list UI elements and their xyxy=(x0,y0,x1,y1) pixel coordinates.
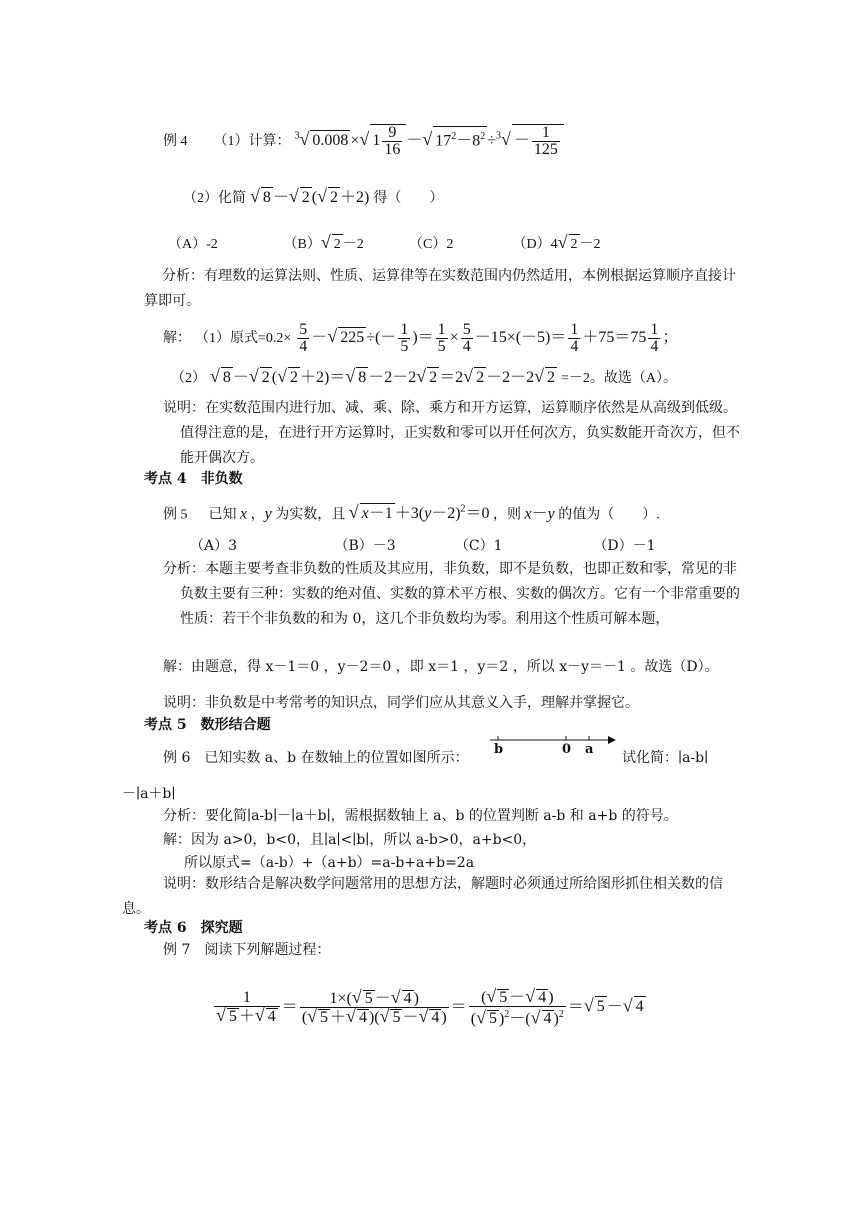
ex4-part1 xyxy=(163,124,564,158)
ex5-solution: 解：由题意，得 x－1＝0 ，y－2＝0 ，即 x＝1 ，y＝2 ，所以 x－y＝－1 。故选（D）。 xyxy=(163,659,719,675)
ex6-question-line2: －∣a＋b∣ xyxy=(122,786,176,802)
ex6-question-after: 试化简：∣a-b∣ xyxy=(622,750,709,766)
ex4-label: 例 4 xyxy=(163,134,188,150)
topic5-heading: 考点 5 数形结合题 xyxy=(144,717,271,733)
ex4-solution-part1-expression: $\frac{5}{4}$ －√ 225 ÷(－ $\frac{1}{5}$ )＝ $\frac{1}{5}$ × $\frac{5}{4}$ －15×(－5)＝ $\frac{1}{4}$ ＋75＝75 $\frac{1}{4}$ ； xyxy=(299,321,679,355)
ex4-solution-label: 解： xyxy=(163,331,191,347)
ex5-note: 说明：非负数是中考常考的知识点，同学们应从其意义入手，理解并掌握它。 xyxy=(163,695,639,711)
topic4-heading: 考点 4 非负数 xyxy=(144,471,243,487)
ex6-analysis: 分析：要化简∣a-b∣－∣a＋b∣，需根据数轴上 a、b 的位置判断 a-b 和 a+b 的符号。 xyxy=(163,808,678,824)
axis-label-b: b xyxy=(494,742,504,757)
ex6-solution-1: 解：因为 a>0，b<0，且∣a∣<∣b∣，所以 a-b>0，a+b<0， xyxy=(163,832,537,848)
ex6-question: 例 6 已知实数 a、b 在数轴上的位置如图所示： xyxy=(163,750,469,766)
ex4-part1-prefix: （1）计算： xyxy=(213,134,291,150)
ex5-text-d: 的值为（ ）. xyxy=(558,507,660,523)
ex4-solution-1 xyxy=(163,322,678,355)
ex4-analysis: 分析：有理数的运算法则、性质、运算律等在实数范围内仍然适用，本例根据运算顺序直接计算即可。 xyxy=(144,268,736,309)
ex4-part1-expression: $^3$√ 0.008 ×√ 1 $\frac{9}{16}$ －√ $17^2-8^2 \div^3√$ － $\frac{1}{125}$ xyxy=(295,132,564,149)
ex4-options xyxy=(168,232,601,255)
ex5-label: 例 5 xyxy=(163,507,188,523)
ex5-condition: √ $x-1 +3(y-2)^2=0$ xyxy=(348,502,490,523)
number-line-figure xyxy=(490,733,620,763)
ex4-part2 xyxy=(183,186,443,209)
ex5-options xyxy=(190,536,656,556)
ex4-solution-part1-prefix: （1）原式=0.2× xyxy=(195,331,292,347)
ex4-solution-part2-prefix: （2） xyxy=(171,371,206,386)
ex5-question: 例 5 已知 x ，y 为实数，且 √ $x-1 +3(y-2)^2=0$ ，则 x－y 的值为（ ）. xyxy=(163,502,660,523)
ex5-option-a: （A）3 xyxy=(190,538,238,554)
topic6-heading: 考点 6 探究题 xyxy=(144,920,243,936)
ex5-option-b: （B）－3 xyxy=(334,538,396,554)
ex5-analysis: 分析：本题主要考查非负数的性质及其应用，非负数，即不是负数，也即正数和零，常见的非负数主要有三种：实数的绝对值、实数的算术平方根、实数的偶次方。它有一个非常重要的性质：若干个非负数的和为 0，这几个非负数均为零。利用这个性质可解本题， xyxy=(163,561,740,627)
ex5-option-d: （D）－1 xyxy=(593,538,656,554)
ex4-option-b: （B）√ 2 －2 xyxy=(284,232,406,255)
ex4-option-d: （D）4√ 2 －2 xyxy=(513,237,601,252)
ex4-note: 说明：在实数范围内进行加、减、乘、除、乘方和开方运算，运算顺序依然是从高级到低级。值得注意的是，在进行开方运算时，正实数和零可以开任何次方，负实数能开奇次方，但不能开偶次方。 xyxy=(163,400,740,466)
ex4-solution-part2-tail: =－2。故选（A）。 xyxy=(560,371,677,386)
ex5-text-a: 已知 xyxy=(208,507,237,523)
ex4-part2-suffix: 得（ ） xyxy=(373,191,444,206)
ex5-option-c: （C）1 xyxy=(454,538,503,554)
ex4-option-a: （A）-2 xyxy=(168,237,218,252)
ex6-solution-2: 所以原式=（a-b）+（a+b）=a-b+a+b=2a xyxy=(184,855,475,871)
ex7-intro: 例 7 阅读下列解题过程： xyxy=(163,942,331,958)
ex5-text-b: 为实数，且 xyxy=(275,507,346,523)
axis-label-a: a xyxy=(585,742,594,757)
number-line-arrow xyxy=(608,736,616,744)
ex4-option-c: （C）2 xyxy=(409,237,454,252)
ex5-text-c: ，则 xyxy=(493,507,522,523)
ex4-solution-part2-expression: √ 8 －√ 2 (√ 2 ＋2)＝√ 8 －2－2√ 2 ＝2√ 2 －2－2√ 2 xyxy=(210,366,555,386)
ex7-expression: $\frac{1}{√ 5 +√ 4}$ ＝ $\frac{1\times(√ 5 -√ 4 )}{(√ 5 +√ 4 )(√ 5 -√ 4 )}$ ＝ $\frac{(√ 5 -√ 4 )}{(√ 5 )^2-(√ 4 )^2}$ ＝√ 5 －√ 4 xyxy=(216,986,644,1028)
ex4-part2-prefix: （2）化简 xyxy=(183,191,246,206)
ex6-note: 说明：数形结合是解决数学问题常用的思想方法，解题时必须通过所给图形抓住相关数的信息。 xyxy=(122,876,723,917)
number-line-svg xyxy=(490,733,620,763)
axis-label-0: 0 xyxy=(562,742,572,757)
ex4-part2-expression: √ 8 －√ 2 (√ 2 ＋2) xyxy=(250,186,370,206)
ex4-solution-2 xyxy=(171,366,677,389)
